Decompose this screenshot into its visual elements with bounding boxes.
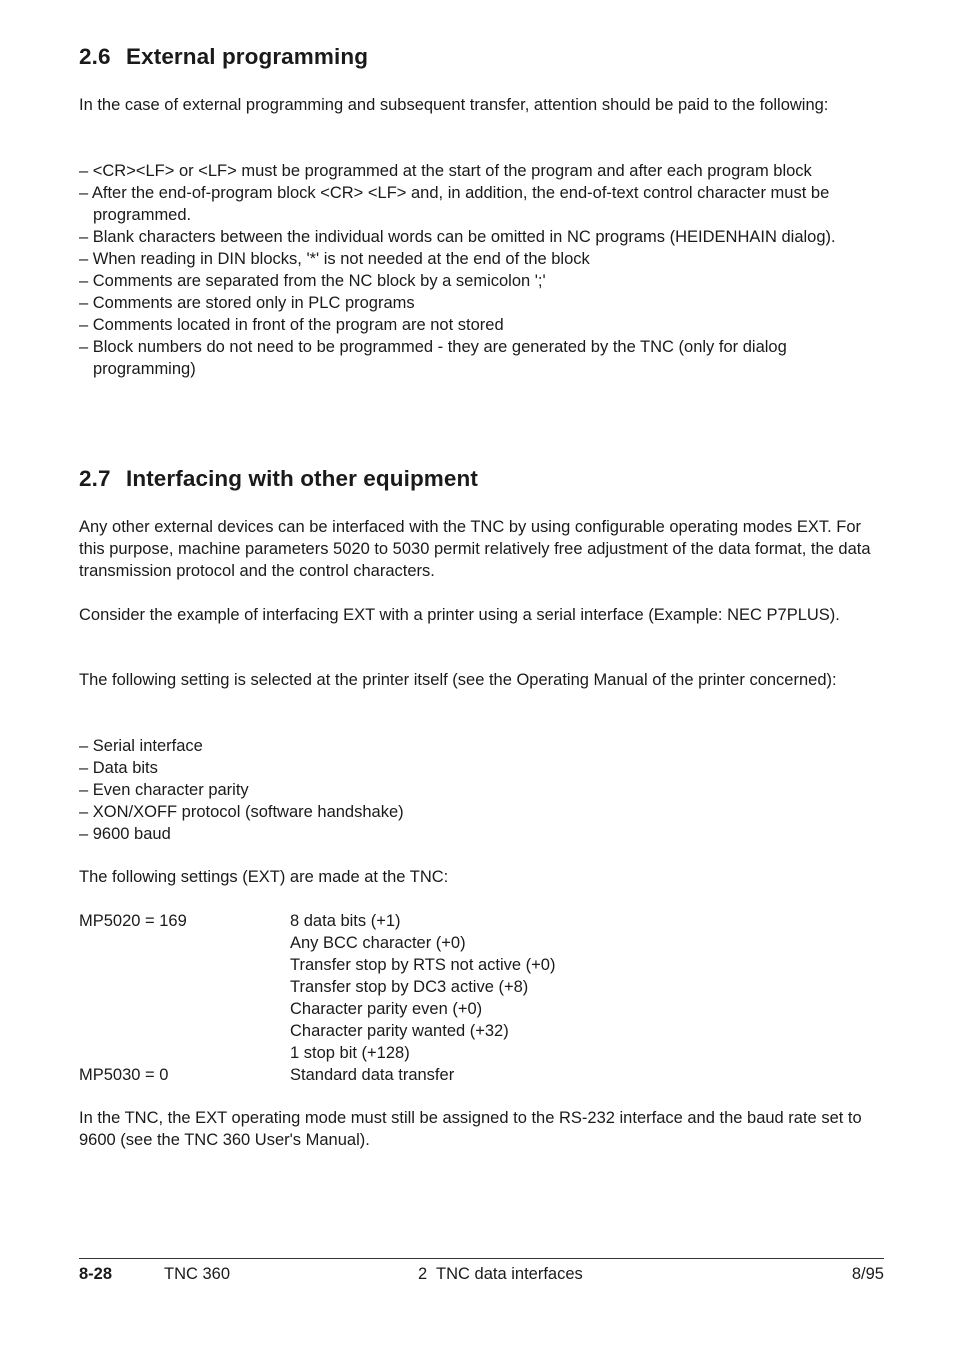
parameter-value: Character parity even (+0) xyxy=(290,1000,483,1018)
list-item: – Comments located in front of the program are not stored xyxy=(79,316,504,334)
table-row xyxy=(79,1064,884,1086)
list-item: – XON/XOFF protocol (software handshake) xyxy=(79,803,404,821)
printer-settings-list xyxy=(79,735,884,845)
programming-rules-list xyxy=(79,160,884,380)
parameter-value: Any BCC character (+0) xyxy=(290,934,466,952)
table-row xyxy=(79,976,884,998)
printer-setting-paragraph: The following setting is selected at the printer itself (see the Operating Manual of the printer concerned): xyxy=(79,671,837,689)
edition-date: 8/95 xyxy=(851,1265,884,1283)
parameter-value: 8 data bits (+1) xyxy=(290,912,401,930)
list-item: – Serial interface xyxy=(79,737,203,755)
list-item: – Even character parity xyxy=(79,781,249,799)
tnc-settings-paragraph: The following settings (EXT) are made at the TNC: xyxy=(79,868,449,886)
section-number: 2.6 xyxy=(79,44,111,69)
interfacing-paragraph: Any other external devices can be interfaced with the TNC by using configurable operating modes EXT. For this purpose, machine parameters 5020 to 5030 permit relatively free adjustment of the data format, the data transmission protocol and the control characters. xyxy=(79,518,871,580)
parameter-key xyxy=(79,976,290,998)
table-row xyxy=(79,1020,884,1042)
list-item: – 9600 baud xyxy=(79,825,171,843)
list-item: – Blank characters between the individual words can be omitted in NC programs (HEIDENHAIN dialog). xyxy=(79,228,836,246)
chapter-title: 2 TNC data interfaces xyxy=(418,1265,583,1283)
parameter-value: Standard data transfer xyxy=(290,1066,455,1084)
baud-rate-paragraph: In the TNC, the EXT operating mode must still be assigned to the RS-232 interface and the baud rate set to 9600 (see the TNC 360 User's Manual). xyxy=(79,1109,862,1149)
parameter-value: 1 stop bit (+128) xyxy=(290,1044,410,1062)
list-item: – After the end-of-program block <CR> <LF> and, in addition, the end-of-text control character must be programmed. xyxy=(79,184,830,224)
list-item: – Comments are separated from the NC block by a semicolon ';' xyxy=(79,272,546,290)
table-row xyxy=(79,998,884,1020)
page-number: 8-28 xyxy=(79,1265,113,1283)
parameter-value: Transfer stop by RTS not active (+0) xyxy=(290,956,556,974)
list-item: – Data bits xyxy=(79,759,158,777)
section-heading-external-programming xyxy=(79,44,368,70)
section-title: External programming xyxy=(126,44,369,69)
parameter-key: MP5020 = 169 xyxy=(79,912,187,930)
list-item: – Block numbers do not need to be programmed - they are generated by the TNC (only for dialog programming) xyxy=(79,338,787,378)
table-row xyxy=(79,954,884,976)
table-row xyxy=(79,1042,884,1064)
list-item: – When reading in DIN blocks, '*' is not needed at the end of the block xyxy=(79,250,590,268)
intro-paragraph: In the case of external programming and subsequent transfer, attention should be paid to the following: xyxy=(79,96,829,114)
table-row xyxy=(79,932,884,954)
page-footer xyxy=(79,1258,884,1283)
parameter-key: MP5030 = 0 xyxy=(79,1066,169,1084)
parameter-key xyxy=(79,932,290,954)
parameter-key xyxy=(79,954,290,976)
parameter-key xyxy=(79,998,290,1020)
section-heading-interfacing xyxy=(79,466,478,492)
parameter-value: Transfer stop by DC3 active (+8) xyxy=(290,978,529,996)
section-title: Interfacing with other equipment xyxy=(126,466,478,491)
example-paragraph: Consider the example of interfacing EXT with a printer using a serial interface (Example: NEC P7PLUS). xyxy=(79,606,840,624)
parameter-key xyxy=(79,1042,290,1064)
product-name: TNC 360 xyxy=(164,1265,231,1283)
parameter-key xyxy=(79,1020,290,1042)
list-item: – Comments are stored only in PLC programs xyxy=(79,294,415,312)
section-number: 2.7 xyxy=(79,466,111,491)
parameter-value: Character parity wanted (+32) xyxy=(290,1022,509,1040)
list-item: – <CR><LF> or <LF> must be programmed at the start of the program and after each program block xyxy=(79,162,812,180)
table-row xyxy=(79,910,884,932)
machine-parameter-table xyxy=(79,910,884,1086)
